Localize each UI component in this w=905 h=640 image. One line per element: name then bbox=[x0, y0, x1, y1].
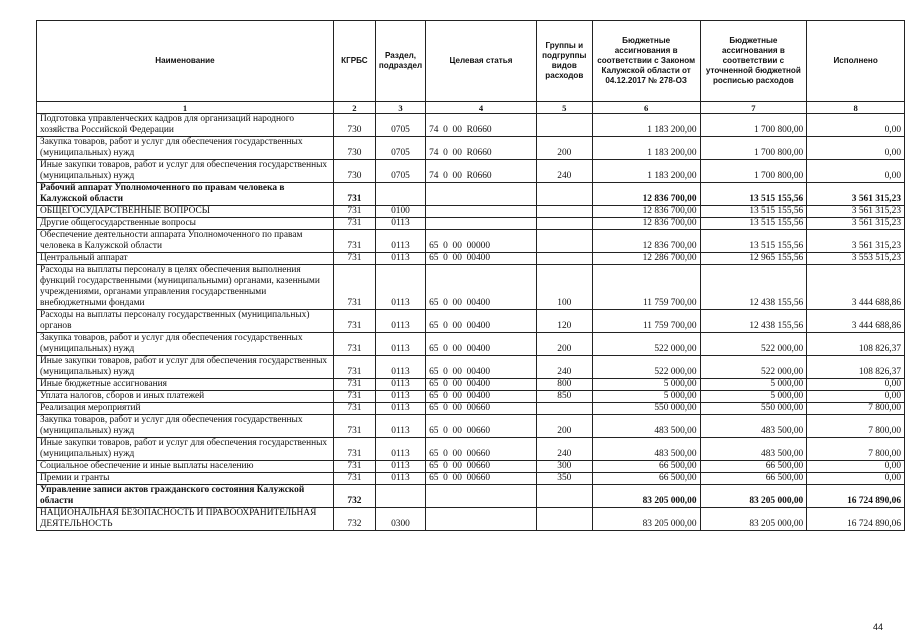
row-kgrbs: 731 bbox=[333, 438, 375, 461]
row-kgrbs: 731 bbox=[333, 333, 375, 356]
row-group: 200 bbox=[536, 333, 592, 356]
row-schedule-amount: 13 515 155,56 bbox=[700, 206, 807, 218]
row-law-amount: 5 000,00 bbox=[592, 391, 700, 403]
row-law-amount: 12 836 700,00 bbox=[592, 206, 700, 218]
row-kgrbs: 731 bbox=[333, 391, 375, 403]
row-group bbox=[536, 230, 592, 253]
row-kgrbs: 731 bbox=[333, 473, 375, 485]
row-target: 65 0 00 00660 bbox=[426, 438, 537, 461]
row-group: 120 bbox=[536, 310, 592, 333]
row-done-amount: 0,00 bbox=[807, 461, 905, 473]
row-law-amount: 12 836 700,00 bbox=[592, 218, 700, 230]
row-kgrbs: 731 bbox=[333, 253, 375, 265]
row-schedule-amount: 483 500,00 bbox=[700, 438, 807, 461]
row-target: 65 0 00 00660 bbox=[426, 403, 537, 415]
row-target: 65 0 00 00660 bbox=[426, 415, 537, 438]
row-name: Уплата налогов, сборов и иных платежей bbox=[37, 391, 334, 403]
row-schedule-amount: 550 000,00 bbox=[700, 403, 807, 415]
column-number: 6 bbox=[592, 102, 700, 114]
row-schedule-amount: 83 205 000,00 bbox=[700, 508, 807, 531]
row-target bbox=[426, 218, 537, 230]
row-section: 0113 bbox=[375, 253, 425, 265]
row-target: 74 0 00 R0660 bbox=[426, 160, 537, 183]
row-kgrbs: 730 bbox=[333, 114, 375, 137]
row-done-amount: 0,00 bbox=[807, 473, 905, 485]
column-number: 5 bbox=[536, 102, 592, 114]
row-done-amount: 3 561 315,23 bbox=[807, 230, 905, 253]
row-section: 0705 bbox=[375, 114, 425, 137]
row-kgrbs: 731 bbox=[333, 403, 375, 415]
row-group bbox=[536, 206, 592, 218]
col-name-header: Наименование bbox=[37, 21, 334, 102]
row-group: 100 bbox=[536, 265, 592, 310]
row-schedule-amount: 12 438 155,56 bbox=[700, 310, 807, 333]
column-number-row bbox=[37, 102, 905, 114]
row-section bbox=[375, 485, 425, 508]
row-kgrbs: 731 bbox=[333, 415, 375, 438]
col-done-header: Исполнено bbox=[807, 21, 905, 102]
row-done-amount: 0,00 bbox=[807, 160, 905, 183]
row-kgrbs: 731 bbox=[333, 230, 375, 253]
row-group: 850 bbox=[536, 391, 592, 403]
table-row bbox=[37, 265, 905, 310]
row-name: Социальное обеспечение и иные выплаты населению bbox=[37, 461, 334, 473]
row-target: 65 0 00 00660 bbox=[426, 473, 537, 485]
row-done-amount: 7 800,00 bbox=[807, 438, 905, 461]
table-row bbox=[37, 333, 905, 356]
row-name: Управление записи актов гражданского состояния Калужской области bbox=[37, 485, 334, 508]
row-schedule-amount: 1 700 800,00 bbox=[700, 114, 807, 137]
row-name: Иные бюджетные ассигнования bbox=[37, 379, 334, 391]
row-name: Обеспечение деятельности аппарата Уполномоченного по правам человека в Калужской области bbox=[37, 230, 334, 253]
table-row bbox=[37, 206, 905, 218]
row-target: 74 0 00 R0660 bbox=[426, 114, 537, 137]
column-number: 8 bbox=[807, 102, 905, 114]
col-groups-header: Группы и подгруппы видов расходов bbox=[536, 21, 592, 102]
row-group bbox=[536, 485, 592, 508]
row-kgrbs: 731 bbox=[333, 379, 375, 391]
table-row bbox=[37, 508, 905, 531]
col-law-header: Бюджетные ассигнования в соответствии с Законом Калужской области от 04.12.2017 № 278-ОЗ bbox=[592, 21, 700, 102]
row-done-amount: 3 444 688,86 bbox=[807, 310, 905, 333]
page-number: 44 bbox=[872, 622, 883, 632]
row-done-amount: 7 800,00 bbox=[807, 415, 905, 438]
row-done-amount: 3 561 315,23 bbox=[807, 218, 905, 230]
row-done-amount: 0,00 bbox=[807, 137, 905, 160]
table-row bbox=[37, 473, 905, 485]
row-done-amount: 0,00 bbox=[807, 379, 905, 391]
row-law-amount: 12 836 700,00 bbox=[592, 230, 700, 253]
row-group bbox=[536, 403, 592, 415]
row-section: 0113 bbox=[375, 461, 425, 473]
row-law-amount: 483 500,00 bbox=[592, 415, 700, 438]
row-name: Рабочий аппарат Уполномоченного по правам человека в Калужской области bbox=[37, 183, 334, 206]
row-kgrbs: 730 bbox=[333, 137, 375, 160]
row-kgrbs: 732 bbox=[333, 485, 375, 508]
row-law-amount: 66 500,00 bbox=[592, 473, 700, 485]
row-target: 65 0 00 00400 bbox=[426, 265, 537, 310]
row-done-amount: 0,00 bbox=[807, 114, 905, 137]
row-name: Центральный аппарат bbox=[37, 253, 334, 265]
row-kgrbs: 731 bbox=[333, 461, 375, 473]
col-target-header: Целевая статья bbox=[426, 21, 537, 102]
row-group: 300 bbox=[536, 461, 592, 473]
row-section: 0705 bbox=[375, 137, 425, 160]
row-section: 0113 bbox=[375, 391, 425, 403]
row-group: 350 bbox=[536, 473, 592, 485]
row-kgrbs: 731 bbox=[333, 218, 375, 230]
row-section: 0113 bbox=[375, 265, 425, 310]
row-target: 65 0 00 00400 bbox=[426, 391, 537, 403]
column-number: 4 bbox=[426, 102, 537, 114]
row-name: Расходы на выплаты персоналу государственных (муниципальных) органов bbox=[37, 310, 334, 333]
row-target: 65 0 00 00400 bbox=[426, 379, 537, 391]
row-schedule-amount: 5 000,00 bbox=[700, 379, 807, 391]
table-row bbox=[37, 253, 905, 265]
table-row bbox=[37, 379, 905, 391]
row-target bbox=[426, 508, 537, 531]
row-section: 0113 bbox=[375, 333, 425, 356]
table-body bbox=[37, 114, 905, 531]
row-group bbox=[536, 114, 592, 137]
row-kgrbs: 731 bbox=[333, 206, 375, 218]
row-schedule-amount: 83 205 000,00 bbox=[700, 485, 807, 508]
row-name: НАЦИОНАЛЬНАЯ БЕЗОПАСНОСТЬ И ПРАВООХРАНИТЕЛЬНАЯ ДЕЯТЕЛЬНОСТЬ bbox=[37, 508, 334, 531]
row-target: 74 0 00 R0660 bbox=[426, 137, 537, 160]
row-schedule-amount: 1 700 800,00 bbox=[700, 160, 807, 183]
row-done-amount: 108 826,37 bbox=[807, 356, 905, 379]
row-done-amount: 16 724 890,06 bbox=[807, 508, 905, 531]
row-name: Расходы на выплаты персоналу в целях обеспечения выполнения функций государственными (муниципальными) органами, казенными учреждениями, органами управления государственными внебюджетными фондами bbox=[37, 265, 334, 310]
row-section: 0113 bbox=[375, 415, 425, 438]
row-done-amount: 7 800,00 bbox=[807, 403, 905, 415]
row-section: 0100 bbox=[375, 206, 425, 218]
row-law-amount: 12 286 700,00 bbox=[592, 253, 700, 265]
row-schedule-amount: 5 000,00 bbox=[700, 391, 807, 403]
row-target bbox=[426, 183, 537, 206]
row-done-amount: 3 444 688,86 bbox=[807, 265, 905, 310]
row-section: 0113 bbox=[375, 356, 425, 379]
row-group bbox=[536, 218, 592, 230]
table-row bbox=[37, 183, 905, 206]
row-law-amount: 5 000,00 bbox=[592, 379, 700, 391]
column-number: 7 bbox=[700, 102, 807, 114]
row-kgrbs: 732 bbox=[333, 508, 375, 531]
table-row bbox=[37, 160, 905, 183]
row-group bbox=[536, 183, 592, 206]
row-target bbox=[426, 206, 537, 218]
row-schedule-amount: 66 500,00 bbox=[700, 461, 807, 473]
row-law-amount: 483 500,00 bbox=[592, 438, 700, 461]
table-row bbox=[37, 391, 905, 403]
row-law-amount: 1 183 200,00 bbox=[592, 137, 700, 160]
row-schedule-amount: 13 515 155,56 bbox=[700, 230, 807, 253]
row-schedule-amount: 1 700 800,00 bbox=[700, 137, 807, 160]
row-schedule-amount: 522 000,00 bbox=[700, 333, 807, 356]
row-schedule-amount: 483 500,00 bbox=[700, 415, 807, 438]
row-law-amount: 522 000,00 bbox=[592, 356, 700, 379]
row-section: 0113 bbox=[375, 310, 425, 333]
row-law-amount: 12 836 700,00 bbox=[592, 183, 700, 206]
row-section: 0113 bbox=[375, 403, 425, 415]
row-group bbox=[536, 253, 592, 265]
row-target: 65 0 00 00000 bbox=[426, 230, 537, 253]
table-row bbox=[37, 230, 905, 253]
row-law-amount: 66 500,00 bbox=[592, 461, 700, 473]
row-name: Подготовка управленческих кадров для организаций народного хозяйства Российской Федерации bbox=[37, 114, 334, 137]
row-target: 65 0 00 00400 bbox=[426, 310, 537, 333]
row-name: Премии и гранты bbox=[37, 473, 334, 485]
row-done-amount: 16 724 890,06 bbox=[807, 485, 905, 508]
row-name: Закупка товаров, работ и услуг для обеспечения государственных (муниципальных) нужд bbox=[37, 137, 334, 160]
row-target bbox=[426, 485, 537, 508]
table-row bbox=[37, 415, 905, 438]
column-number: 1 bbox=[37, 102, 334, 114]
row-kgrbs: 730 bbox=[333, 160, 375, 183]
row-kgrbs: 731 bbox=[333, 265, 375, 310]
row-section: 0705 bbox=[375, 160, 425, 183]
row-target: 65 0 00 00660 bbox=[426, 461, 537, 473]
row-group: 240 bbox=[536, 438, 592, 461]
row-schedule-amount: 66 500,00 bbox=[700, 473, 807, 485]
row-schedule-amount: 522 000,00 bbox=[700, 356, 807, 379]
row-name: Реализация мероприятий bbox=[37, 403, 334, 415]
budget-table bbox=[36, 20, 905, 531]
table-row bbox=[37, 485, 905, 508]
row-schedule-amount: 12 965 155,56 bbox=[700, 253, 807, 265]
table-row bbox=[37, 438, 905, 461]
row-group: 240 bbox=[536, 356, 592, 379]
column-number: 2 bbox=[333, 102, 375, 114]
table-row bbox=[37, 403, 905, 415]
col-kgrbs-header: КГРБС bbox=[333, 21, 375, 102]
row-kgrbs: 731 bbox=[333, 356, 375, 379]
row-name: ОБЩЕГОСУДАРСТВЕННЫЕ ВОПРОСЫ bbox=[37, 206, 334, 218]
column-number: 3 bbox=[375, 102, 425, 114]
table-row bbox=[37, 218, 905, 230]
row-law-amount: 1 183 200,00 bbox=[592, 114, 700, 137]
row-target: 65 0 00 00400 bbox=[426, 253, 537, 265]
row-done-amount: 3 553 515,23 bbox=[807, 253, 905, 265]
row-target: 65 0 00 00400 bbox=[426, 333, 537, 356]
col-schedule-header: Бюджетные ассигнования в соответствии с уточненной бюджетной росписью расходов bbox=[700, 21, 807, 102]
row-done-amount: 0,00 bbox=[807, 391, 905, 403]
row-law-amount: 83 205 000,00 bbox=[592, 508, 700, 531]
row-name: Иные закупки товаров, работ и услуг для обеспечения государственных (муниципальных) нужд bbox=[37, 160, 334, 183]
row-group: 240 bbox=[536, 160, 592, 183]
row-done-amount: 3 561 315,23 bbox=[807, 206, 905, 218]
row-name: Иные закупки товаров, работ и услуг для обеспечения государственных (муниципальных) нужд bbox=[37, 438, 334, 461]
row-schedule-amount: 13 515 155,56 bbox=[700, 218, 807, 230]
table-row bbox=[37, 461, 905, 473]
row-section bbox=[375, 183, 425, 206]
row-name: Закупка товаров, работ и услуг для обеспечения государственных (муниципальных) нужд bbox=[37, 415, 334, 438]
row-law-amount: 522 000,00 bbox=[592, 333, 700, 356]
row-name: Другие общегосударственные вопросы bbox=[37, 218, 334, 230]
row-law-amount: 83 205 000,00 bbox=[592, 485, 700, 508]
row-section: 0113 bbox=[375, 230, 425, 253]
row-name: Закупка товаров, работ и услуг для обеспечения государственных (муниципальных) нужд bbox=[37, 333, 334, 356]
table-row bbox=[37, 356, 905, 379]
table-row bbox=[37, 114, 905, 137]
col-section-header: Раздел, подраздел bbox=[375, 21, 425, 102]
row-kgrbs: 731 bbox=[333, 183, 375, 206]
row-group bbox=[536, 508, 592, 531]
row-section: 0113 bbox=[375, 379, 425, 391]
row-law-amount: 11 759 700,00 bbox=[592, 265, 700, 310]
row-section: 0113 bbox=[375, 473, 425, 485]
table-row bbox=[37, 137, 905, 160]
header-row bbox=[37, 21, 905, 102]
row-group: 200 bbox=[536, 137, 592, 160]
row-name: Иные закупки товаров, работ и услуг для обеспечения государственных (муниципальных) нужд bbox=[37, 356, 334, 379]
row-done-amount: 108 826,37 bbox=[807, 333, 905, 356]
row-target: 65 0 00 00400 bbox=[426, 356, 537, 379]
row-schedule-amount: 12 438 155,56 bbox=[700, 265, 807, 310]
table-row bbox=[37, 310, 905, 333]
row-law-amount: 11 759 700,00 bbox=[592, 310, 700, 333]
row-done-amount: 3 561 315,23 bbox=[807, 183, 905, 206]
row-law-amount: 550 000,00 bbox=[592, 403, 700, 415]
row-section: 0113 bbox=[375, 218, 425, 230]
row-group: 200 bbox=[536, 415, 592, 438]
row-schedule-amount: 13 515 155,56 bbox=[700, 183, 807, 206]
row-group: 800 bbox=[536, 379, 592, 391]
row-kgrbs: 731 bbox=[333, 310, 375, 333]
row-section: 0113 bbox=[375, 438, 425, 461]
row-section: 0300 bbox=[375, 508, 425, 531]
row-law-amount: 1 183 200,00 bbox=[592, 160, 700, 183]
